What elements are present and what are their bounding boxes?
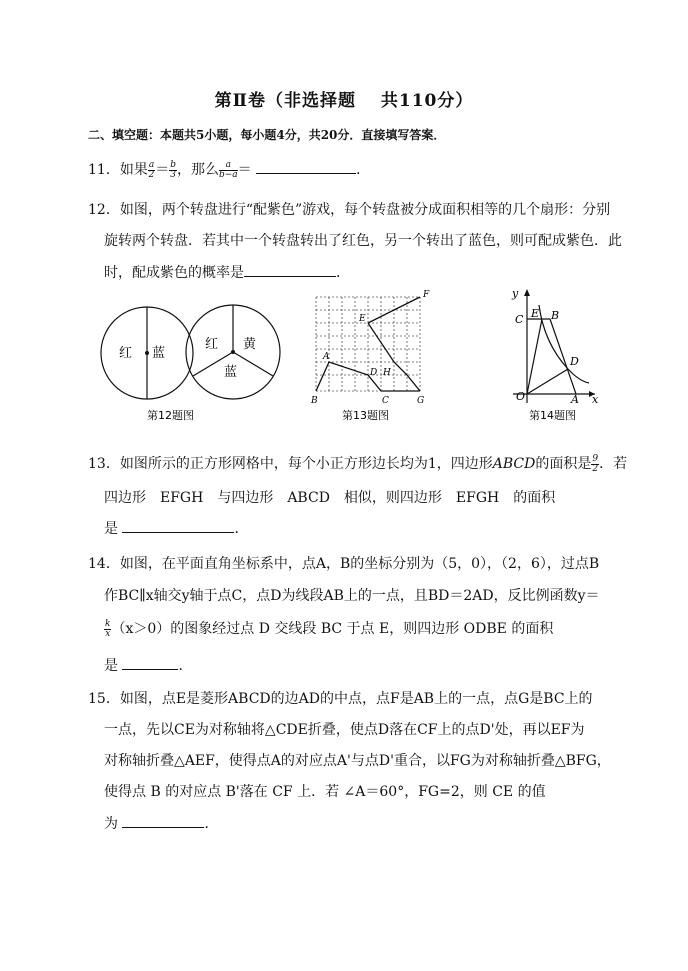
q13-end: ．	[234, 521, 249, 537]
segment-od	[527, 369, 568, 394]
question-14-line-2: 作BC∥x轴交y轴于点C，点D为线段AB上的一点，且BD＝2AD，反比例函数y＝	[104, 588, 600, 604]
q11-end: ．	[356, 162, 371, 178]
q14-end: ．	[178, 658, 193, 674]
q13-text-a: 如图所示的正方形网格中，每个小正方形边长均为1，四边形	[119, 456, 493, 472]
spinner-2-yellow: 黄	[243, 337, 257, 352]
frac-num: k	[105, 618, 111, 629]
answer-blank-15[interactable]	[122, 813, 204, 828]
section-title: 第Ⅱ卷（非选择题 共110分）	[214, 91, 474, 111]
label-14-y: y	[512, 287, 519, 300]
q11-text2: ，那么	[176, 162, 219, 178]
q11-eq: ＝	[155, 162, 170, 178]
frac-num: b	[170, 159, 176, 170]
q13-abcd: ABCD	[492, 456, 536, 472]
question-15-line-3: 对称轴折叠△AEF，使得点A的对应点A'与点D'重合，以FG为对称轴折叠△BFG，	[104, 753, 611, 769]
spinner-2-line-3	[233, 352, 273, 376]
question-11	[88, 159, 370, 180]
figure-13-grid	[316, 297, 420, 391]
q12-number: 12．	[88, 202, 120, 218]
section-instructions: 二、填空题：本题共5小题，每小题4分，共20分．直接填写答案．	[88, 128, 446, 142]
label-14-A: A	[571, 393, 579, 406]
fraction-a-over-b-minus-a	[219, 161, 238, 180]
spinner-2	[186, 305, 280, 399]
q12-text3: 时，配成紫色的概率是	[104, 265, 244, 281]
frac-den: 3	[170, 169, 176, 180]
label-13-H: H	[383, 368, 391, 378]
label-14-x: x	[592, 393, 599, 406]
spinner-1-red: 红	[119, 346, 133, 361]
caption-fig-12: 第12题图	[147, 409, 194, 422]
label-13-A: A	[323, 352, 330, 362]
frac-num: a	[148, 159, 155, 170]
frac-den: b−a	[218, 169, 238, 180]
y-axis-arrow	[524, 289, 530, 296]
q13-text-d: ．若	[599, 456, 628, 472]
question-14-line-3	[104, 618, 553, 639]
spinner-1-blue: 蓝	[152, 346, 166, 361]
spinner-2-blue: 蓝	[224, 365, 238, 380]
label-14-B: B	[551, 309, 560, 322]
q15-text1: 如图，点E是菱形ABCD的边AD的中点，点F是AB上的一点，点G是BC上的	[119, 691, 593, 707]
answer-blank-13[interactable]	[122, 518, 234, 533]
question-13-line-1	[88, 453, 627, 474]
q15-text5: 为	[104, 816, 118, 832]
q11-text3: ＝	[237, 162, 257, 178]
label-13-F: F	[423, 290, 430, 300]
label-14-O: O	[516, 390, 526, 403]
spinner-2-center	[231, 350, 235, 354]
answer-blank-11[interactable]	[256, 159, 356, 174]
question-13-line-3	[104, 518, 248, 538]
q13-text3: 是	[104, 521, 118, 537]
question-12-line-3	[104, 262, 350, 282]
q13-number: 13．	[88, 456, 120, 472]
label-13-G: G	[417, 396, 425, 406]
fraction-9-over-2	[591, 455, 599, 474]
question-12-line-1	[88, 199, 610, 219]
q14-text1: 如图，在平面直角坐标系中，点A，B的坐标分别为（5，0），（2，6），过点B	[119, 556, 600, 572]
frac-den: 2	[592, 463, 599, 474]
question-13-line-2: 四边形 EFGH 与四边形 ABCD 相似，则四边形 EFGH 的面积	[104, 490, 556, 506]
frac-den: x	[105, 628, 111, 639]
question-15-line-1	[88, 688, 593, 708]
label-13-B: B	[311, 396, 318, 406]
label-14-D: D	[570, 355, 579, 368]
fraction-b-over-3	[169, 161, 177, 180]
q14-text3: （x＞0）的图象经过点 D 交线段 BC 于点 E，则四边形 ODBE 的面积	[111, 621, 554, 637]
question-15-line-4: 使得点 B 的对应点 B'落在 CF 上．若 ∠A＝60°，FG=2，则 CE 的值	[104, 784, 546, 800]
caption-fig-13: 第13题图	[342, 409, 389, 422]
segment-oe	[527, 319, 542, 394]
q14-number: 14．	[88, 556, 120, 572]
label-14-C: C	[515, 313, 524, 326]
q15-number: 15．	[88, 691, 120, 707]
question-15-line-5	[104, 813, 218, 833]
label-13-E: E	[359, 314, 366, 324]
label-13-D: D	[370, 368, 378, 378]
caption-fig-14: 第14题图	[529, 409, 576, 422]
figure-14	[511, 287, 599, 406]
spinner-2-red: 红	[205, 337, 219, 352]
label-13-C: C	[382, 396, 389, 406]
q15-end: ．	[204, 816, 219, 832]
question-14-line-4	[104, 655, 192, 675]
q11-number: 11．	[88, 162, 120, 178]
q13-text-c: 的面积是	[535, 456, 592, 472]
q14-text4: 是	[104, 658, 118, 674]
spinner-1	[101, 307, 193, 399]
figures	[95, 285, 660, 425]
answer-blank-12[interactable]	[244, 262, 336, 277]
q11-text: 如果	[119, 162, 148, 178]
question-15-line-2: 一点，先以CE为对称轴将△CDE折叠，使点D落在CF上的点D'处，再以EF为	[104, 722, 585, 738]
frac-num: 9	[592, 453, 599, 464]
spinner-1-center	[145, 351, 149, 355]
q12-text: 如图，两个转盘进行“配紫色”游戏，每个转盘被分成面积相等的几个扇形：分别	[119, 202, 611, 218]
frac-num: a	[219, 161, 238, 171]
frac-den: 2	[148, 169, 155, 180]
q12-end: ．	[336, 265, 350, 281]
question-14-line-1	[88, 553, 599, 573]
question-12-line-2: 旋转两个转盘．若其中一个转盘转出了红色，另一个转出了蓝色，则可配成紫色．此	[104, 233, 622, 249]
answer-blank-14[interactable]	[122, 655, 178, 670]
label-14-E: E	[531, 307, 540, 320]
